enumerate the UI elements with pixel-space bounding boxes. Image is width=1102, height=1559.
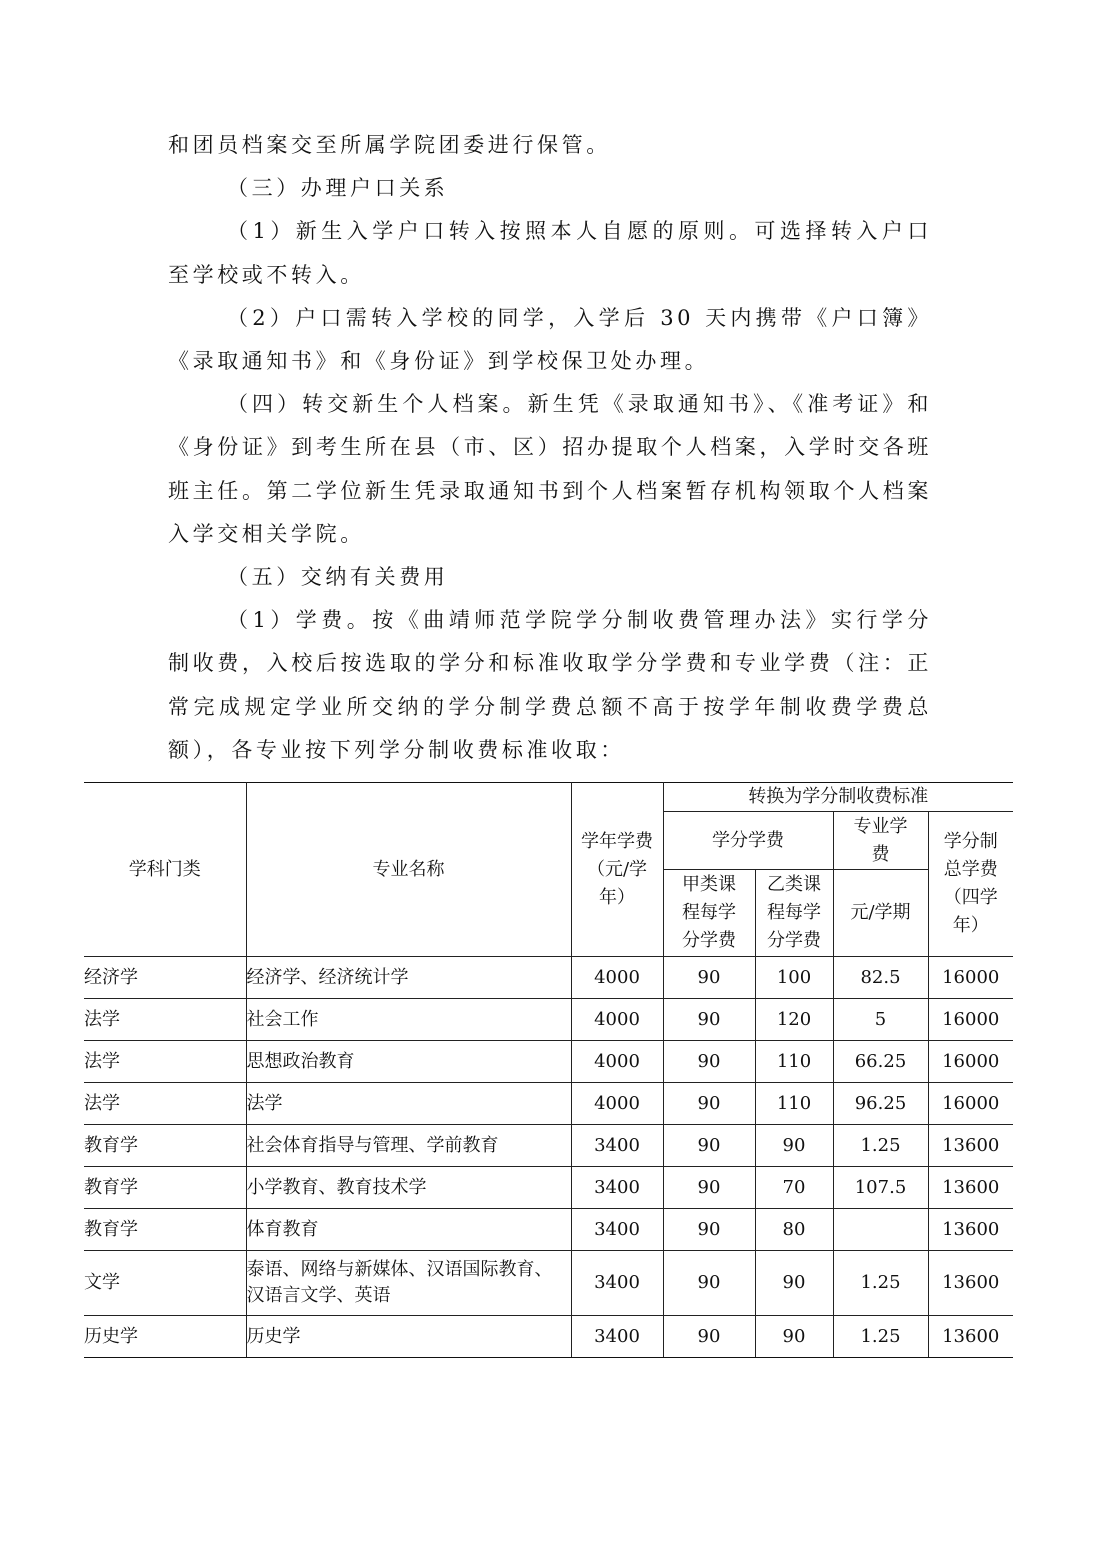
cell-discipline: 经济学 [84, 957, 246, 999]
cell-discipline: 法学 [84, 1083, 246, 1125]
cell-major-fee: 96.25 [833, 1083, 928, 1125]
cell-class-a: 90 [663, 1125, 755, 1167]
cell-annual-fee: 4000 [571, 999, 663, 1041]
cell-discipline: 教育学 [84, 1167, 246, 1209]
table-row [84, 1041, 1013, 1083]
cell-total: 13600 [928, 1167, 1013, 1209]
table-row [84, 1251, 1013, 1316]
cell-discipline: 法学 [84, 999, 246, 1041]
cell-class-b: 90 [755, 1251, 833, 1316]
cell-class-a: 90 [663, 1167, 755, 1209]
cell-class-b: 110 [755, 1083, 833, 1125]
cell-total: 13600 [928, 1316, 1013, 1358]
cell-major: 社会工作 [246, 999, 571, 1041]
cell-class-a: 90 [663, 1209, 755, 1251]
cell-class-b: 120 [755, 999, 833, 1041]
tuition-fee-table [84, 782, 1013, 1358]
document-body [168, 124, 932, 772]
table-row [84, 1316, 1013, 1358]
paragraph: （1）学费。按《曲靖师范学院学分制收费管理办法》实行学分制收费，入校后按选取的学分和标准收取学分学费和专业学费（注：正常完成规定学业所交纳的学分制学费总额不高于按学年制收费学费总额），各专业按下列学分制收费标准收取： [168, 608, 932, 762]
section-heading-5: （五）交纳有关费用 [227, 565, 449, 590]
cell-discipline: 法学 [84, 1041, 246, 1083]
cell-major: 经济学、经济统计学 [246, 957, 571, 999]
header-credit-conversion: 转换为学分制收费标准 [663, 783, 1013, 812]
cell-major-fee: 1.25 [833, 1125, 928, 1167]
cell-major: 小学教育、教育技术学 [246, 1167, 571, 1209]
cell-major-fee: 1.25 [833, 1251, 928, 1316]
cell-class-b: 80 [755, 1209, 833, 1251]
cell-total: 16000 [928, 1041, 1013, 1083]
cell-major-fee: 5 [833, 999, 928, 1041]
header-per-semester: 元/学期 [833, 870, 928, 957]
cell-class-a: 90 [663, 957, 755, 999]
paragraph: 和团员档案交至所属学院团委进行保管。 [168, 133, 611, 157]
cell-major-fee [833, 1209, 928, 1251]
cell-class-a: 90 [663, 1041, 755, 1083]
cell-total: 13600 [928, 1209, 1013, 1251]
table-row [84, 999, 1013, 1041]
cell-major: 历史学 [246, 1316, 571, 1358]
cell-major-fee: 66.25 [833, 1041, 928, 1083]
table-row [84, 1209, 1013, 1251]
cell-annual-fee: 3400 [571, 1251, 663, 1316]
cell-major-fee: 82.5 [833, 957, 928, 999]
cell-total: 16000 [928, 957, 1013, 999]
cell-total: 13600 [928, 1125, 1013, 1167]
cell-discipline: 文学 [84, 1251, 246, 1316]
cell-class-b: 90 [755, 1125, 833, 1167]
paragraph: （1）新生入学户口转入按照本人自愿的原则。可选择转入户口至学校或不转入。 [168, 219, 932, 287]
header-major: 专业名称 [246, 783, 571, 957]
cell-class-a: 90 [663, 1316, 755, 1358]
cell-class-a: 90 [663, 1083, 755, 1125]
header-major-fee: 专业学费 [833, 812, 928, 870]
cell-major-fee: 107.5 [833, 1167, 928, 1209]
cell-annual-fee: 4000 [571, 957, 663, 999]
paragraph: （2）户口需转入学校的同学，入学后 30 天内携带《户口簿》《录取通知书》和《身份证》到学校保卫处办理。 [168, 305, 932, 374]
table-row [84, 1083, 1013, 1125]
cell-major: 体育教育 [246, 1209, 571, 1251]
cell-class-b: 90 [755, 1316, 833, 1358]
cell-discipline: 教育学 [84, 1125, 246, 1167]
header-discipline: 学科门类 [84, 783, 246, 957]
cell-discipline: 教育学 [84, 1209, 246, 1251]
header-class-b: 乙类课程每学分学费 [755, 870, 833, 957]
cell-annual-fee: 4000 [571, 1041, 663, 1083]
cell-major: 社会体育指导与管理、学前教育 [246, 1125, 571, 1167]
table-row [84, 957, 1013, 999]
cell-class-a: 90 [663, 1251, 755, 1316]
cell-discipline: 历史学 [84, 1316, 246, 1358]
header-total-fee: 学分制总学费（四学年） [928, 812, 1013, 957]
section-heading-3: （三）办理户口关系 [227, 176, 449, 201]
cell-total: 16000 [928, 999, 1013, 1041]
cell-major-fee: 1.25 [833, 1316, 928, 1358]
cell-annual-fee: 3400 [571, 1316, 663, 1358]
cell-total: 16000 [928, 1083, 1013, 1125]
cell-annual-fee: 3400 [571, 1125, 663, 1167]
cell-annual-fee: 4000 [571, 1083, 663, 1125]
paragraph: （四）转交新生个人档案。新生凭《录取通知书》、《准考证》和《身份证》到考生所在县（市、区）招办提取个人档案，入学时交各班班主任。第二学位新生凭录取通知书到个人档案暂存机构领取个人档案入学交相关学院。 [168, 392, 932, 546]
header-credit-fee: 学分学费 [663, 812, 833, 870]
header-annual-fee: 学年学费（元/学年） [571, 783, 663, 957]
cell-annual-fee: 3400 [571, 1209, 663, 1251]
cell-total: 13600 [928, 1251, 1013, 1316]
table-row [84, 1125, 1013, 1167]
cell-major: 思想政治教育 [246, 1041, 571, 1083]
header-class-a: 甲类课程每学分学费 [663, 870, 755, 957]
cell-class-b: 100 [755, 957, 833, 999]
cell-class-b: 110 [755, 1041, 833, 1083]
cell-class-a: 90 [663, 999, 755, 1041]
cell-major: 泰语、网络与新媒体、汉语国际教育、汉语言文学、英语 [246, 1251, 571, 1316]
cell-annual-fee: 3400 [571, 1167, 663, 1209]
cell-major: 法学 [246, 1083, 571, 1125]
cell-class-b: 70 [755, 1167, 833, 1209]
table-row [84, 1167, 1013, 1209]
